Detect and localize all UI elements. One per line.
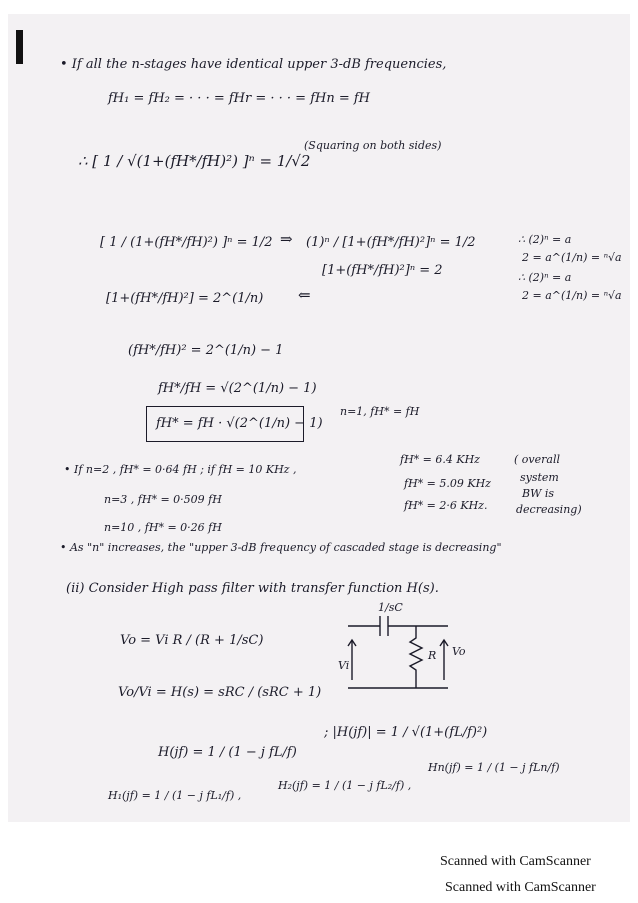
high-pass-heading: (ii) Consider High pass filter with transfer function H(s). — [66, 581, 439, 596]
side-note-3: ∴ (2)ⁿ = a — [518, 271, 572, 284]
transfer-function-equation: Vo/Vi = H(s) = sRC / (sRC + 1) — [118, 685, 322, 700]
single-stage-note: n=1, fH* = fH — [340, 405, 420, 418]
two-stage-value: fH* = 6.4 KHz — [400, 453, 480, 466]
identical-stages-statement: • If all the n-stages have identical upper 3-dB frequencies, — [60, 57, 447, 72]
equal-frequencies-equation: fH₁ = fH₂ = · · · = fHr = · · · = fHn = fH — [108, 91, 371, 106]
frequency-response-equation: H(jf) = 1 / (1 − j fL/f) — [158, 745, 297, 760]
side-note-1: ∴ (2)ⁿ = a — [518, 233, 572, 246]
resistor-label: R — [428, 649, 437, 662]
squaring-note: (Squaring on both sides) — [304, 139, 442, 152]
overall-note-3: BW is — [522, 487, 555, 500]
output-voltage-equation: Vo = Vi R / (R + 1/sC) — [120, 633, 264, 648]
high-pass-circuit-diagram — [328, 600, 468, 700]
capacitor-label: 1/sC — [378, 601, 403, 614]
overall-note-1: ( overall — [514, 453, 560, 466]
gain-equation-4: (fH*/fH)² = 2^(1/n) − 1 — [128, 343, 284, 358]
implies-arrow: ⇒ — [280, 230, 293, 248]
stage-2-response: H₂(jf) = 1 / (1 − j fL₂/f) , — [278, 779, 412, 792]
gain-equation-2: [ 1 / (1+(fH*/fH)²) ]ⁿ = 1/2 — [100, 235, 273, 250]
gain-equation-1: ∴ [ 1 / √(1+(fH*/fH)²) ]ⁿ = 1/√2 — [78, 152, 311, 170]
gain-equation-3-rhs: [1+(fH*/fH)²]ⁿ = 2 — [322, 263, 443, 278]
upper-cutoff-result: fH* = fH · √(2^(1/n) − 1) — [156, 416, 323, 431]
vi-label: Vi — [338, 659, 350, 672]
ten-stage-result: n=10 , fH* = 0·26 fH — [104, 521, 222, 534]
gain-equation-3: [1+(fH*/fH)²] = 2^(1/n) — [106, 291, 264, 306]
implied-by-arrow: ⇐ — [298, 286, 311, 304]
side-note-4: 2 = a^(1/n) = ⁿ√a — [522, 289, 622, 302]
scanner-watermark-1: Scanned with CamScanner — [440, 854, 591, 869]
side-note-2: 2 = a^(1/n) = ⁿ√a — [522, 251, 622, 264]
vo-label: Vo — [452, 645, 466, 658]
gain-equation-5: fH*/fH = √(2^(1/n) − 1) — [158, 381, 317, 396]
conclusion-statement: • As "n" increases, the "upper 3-dB frequency of cascaded stage is decreasing" — [60, 541, 502, 554]
scanned-page — [8, 14, 630, 822]
three-stage-value: fH* = 5.09 KHz — [404, 477, 491, 490]
stage-n-response: Hn(jf) = 1 / (1 − j fLn/f) — [428, 761, 560, 774]
stage-1-response: H₁(jf) = 1 / (1 − j fL₁/f) , — [108, 789, 242, 802]
three-stage-result: n=3 , fH* = 0·509 fH — [104, 493, 222, 506]
gain-equation-2-rhs: (1)ⁿ / [1+(fH*/fH)²]ⁿ = 1/2 — [306, 235, 476, 250]
scan-edge-mark — [16, 30, 23, 64]
resistor-symbol — [410, 626, 422, 688]
ten-stage-value: fH* = 2·6 KHz. — [404, 499, 488, 512]
overall-note-2: system — [520, 471, 559, 484]
two-stage-result: • If n=2 , fH* = 0·64 fH ; if fH = 10 KHz , — [64, 463, 297, 476]
scanner-watermark-2: Scanned with CamScanner — [445, 880, 596, 895]
magnitude-response-equation: ; |H(jf)| = 1 / √(1+(fL/f)²) — [324, 725, 488, 740]
overall-note-4: decreasing) — [516, 503, 582, 516]
